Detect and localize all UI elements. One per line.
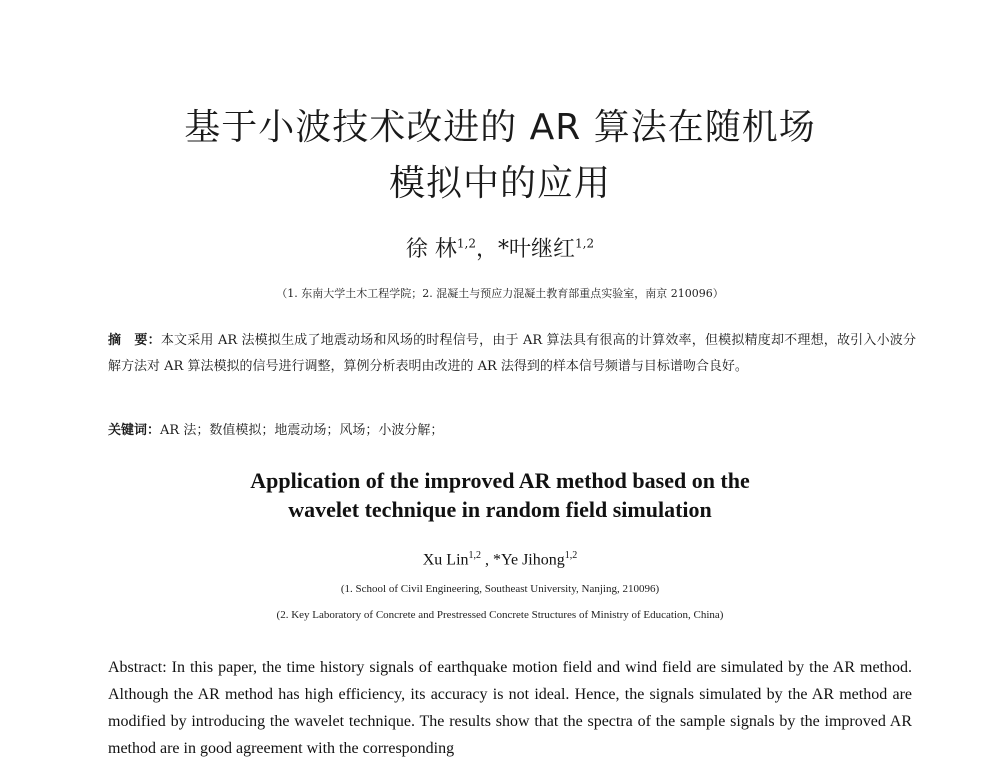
chinese-keywords-label: 关键词：	[108, 423, 161, 438]
chinese-title-line-1: 基于小波技术改进的 AR 算法在随机场	[184, 107, 816, 148]
english-title	[0, 466, 1000, 524]
english-affiliation-2: (2. Key Laboratory of Concrete and Prestressed Concrete Structures of Ministry of Education, China)	[276, 609, 724, 621]
author-separator: ，	[475, 237, 498, 262]
english-affiliation-1: (1. School of Civil Engineering, Southeast University, Nanjing, 210096)	[340, 583, 660, 595]
english-abstract-label: Abstract:	[108, 659, 167, 676]
english-title-line-2: wavelet technique in random field simulation	[288, 497, 712, 522]
chinese-author-2-affiliation-mark: 1,2	[575, 236, 595, 251]
chinese-keywords	[108, 420, 916, 442]
english-author-1: Xu Lin	[422, 551, 469, 569]
chinese-keywords-text: AR 法；数值模拟；地震动场；风场；小波分解；	[160, 423, 444, 438]
english-author-2: *Ye Jihong	[493, 551, 565, 569]
english-author-1-affiliation-mark: 1,2	[468, 550, 482, 561]
chinese-abstract	[108, 328, 916, 380]
chinese-title-line-2: 模拟中的应用	[388, 163, 611, 204]
english-author-separator: ,	[481, 551, 494, 569]
chinese-affiliation: （1. 东南大学土木工程学院；2. 混凝土与预应力混凝土教育部重点实验室，南京 210096）	[276, 287, 724, 300]
english-abstract	[108, 654, 912, 760]
chinese-abstract-text: 本文采用 AR 法模拟生成了地震动场和风场的时程信号，由于 AR 算法具有很高的计算效率，但模拟精度却不理想，故引入小波分解方法对 AR 算法模拟的信号进行调整，算例分析表明由改进的 AR 法得到的样本信号频谱与目标谱吻合良好。	[108, 333, 916, 374]
english-authors	[0, 550, 1000, 569]
chinese-author-1-affiliation-mark: 1,2	[456, 236, 476, 251]
chinese-abstract-label: 摘 要：	[108, 333, 161, 348]
chinese-author-1: 徐 林	[405, 237, 457, 262]
english-title-line-1: Application of the improved AR method based on the	[250, 468, 750, 493]
chinese-author-2: *叶继红	[498, 237, 576, 262]
english-abstract-text: In this paper, the time history signals of earthquake motion field and wind field are simulated by the AR method. Although the AR method has high efficiency, its accuracy is not ideal. Hence, the signals simulated by the AR method are modified by introducing the wavelet technique. The results show that the spectra of the sample signals by the improved AR method are in good agreement with the corresponding	[108, 659, 913, 757]
chinese-title	[0, 100, 1000, 212]
chinese-authors	[0, 232, 1000, 263]
english-author-2-affiliation-mark: 1,2	[564, 550, 578, 561]
